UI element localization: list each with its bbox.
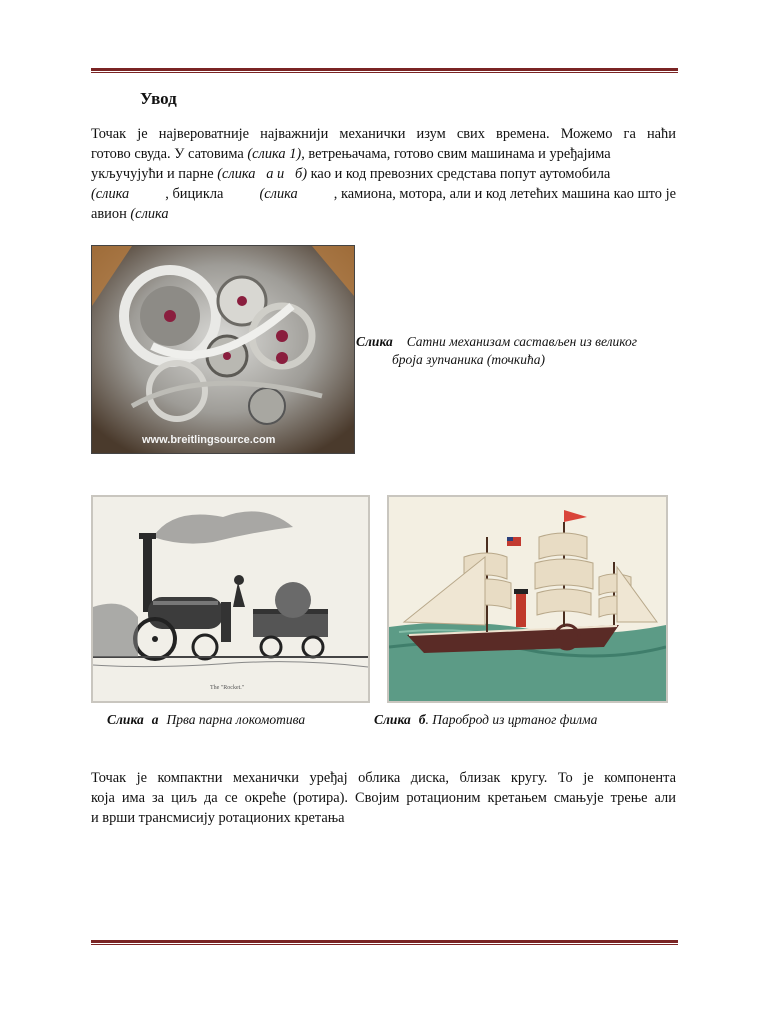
word: Точак [91, 770, 127, 786]
word: трење [610, 790, 648, 806]
word: кретањем [487, 790, 547, 806]
bottom-rule [91, 940, 678, 945]
word: компактни [157, 770, 223, 786]
paragraph-line-4 [91, 184, 676, 204]
text-run: , камиона, мотора, али и код летећих машина као што је [333, 186, 676, 202]
word: компонента [604, 770, 676, 786]
text-run: авион [91, 206, 131, 222]
word: која [91, 790, 115, 806]
steamship-illustration [389, 497, 666, 701]
paragraph-line-3 [91, 808, 676, 828]
word: наћи [646, 126, 676, 142]
caption-letter: а [151, 712, 159, 727]
word: диска, [410, 770, 449, 786]
word: окреће [244, 790, 287, 806]
figure-reference: (слика [259, 186, 298, 202]
intro-paragraph [91, 124, 676, 224]
word: кругу. [510, 770, 548, 786]
word: изум [416, 126, 446, 142]
paragraph-line-5 [91, 204, 676, 224]
word: највероватније [158, 126, 250, 142]
figure-reference: (слика [130, 206, 169, 222]
caption-text: . Пароброд из цртаног филма [425, 712, 598, 727]
paragraph-line-1 [91, 124, 676, 144]
word: за [151, 790, 165, 806]
text-run: као и код превозних средстава попут аутомобила [307, 166, 611, 182]
definition-paragraph [91, 768, 676, 828]
word: Можемо [560, 126, 613, 142]
caption-text: Сатни механизам састављен из великог [406, 334, 638, 349]
paragraph-line-2 [91, 144, 676, 164]
word: свих [456, 126, 485, 142]
section-heading: Увод [140, 89, 177, 108]
figure-reference: (слика 1) [247, 146, 302, 162]
text-run: укључујући и парне [91, 166, 218, 182]
caption-label: Слика [374, 712, 411, 727]
top-rule [91, 68, 678, 73]
paragraph-line-2 [91, 788, 676, 808]
figure-reference: (слика а и б) [217, 166, 308, 182]
watch-mechanism-illustration [92, 246, 354, 453]
word: ротационим [406, 790, 481, 806]
steamship-caption [374, 711, 597, 729]
steamship-image [387, 495, 668, 703]
caption-letter: б [418, 712, 426, 727]
word: Точак [91, 126, 127, 142]
word: се [224, 790, 238, 806]
text-run: готово свуда. У сатовима [91, 146, 248, 162]
word: је [136, 770, 148, 786]
word: али [654, 790, 676, 806]
word: најважнији [260, 126, 329, 142]
caption-label: Слика [107, 712, 144, 727]
word: циљ [171, 790, 197, 806]
word: је [137, 126, 148, 142]
text-run: , ветрењачама, готово свим машинама и уређајима [301, 146, 611, 162]
paragraph-line-1 [91, 768, 676, 788]
word: уређај [309, 770, 348, 786]
watch-watermark: www.breitlingsource.com [142, 434, 276, 446]
word: Својим [355, 790, 400, 806]
word: близак [459, 770, 501, 786]
word: механички [232, 770, 299, 786]
locomotive-caption [107, 711, 305, 729]
word: времена. [496, 126, 550, 142]
word: То [557, 770, 573, 786]
text-run: и врши трансмисију ротационих кретања [91, 810, 345, 826]
figure-reference: (слика [91, 186, 130, 202]
text-run: , бицикла [165, 186, 224, 202]
word: је [583, 770, 594, 786]
word: (ротира). [293, 790, 349, 806]
caption-text: броја зупчаника (точкића) [392, 352, 545, 367]
paragraph-line-3 [91, 164, 676, 184]
word: да [203, 790, 218, 806]
locomotive-illustration [93, 497, 368, 701]
watch-caption [356, 333, 637, 369]
word: смањује [553, 790, 604, 806]
word: механички [339, 126, 406, 142]
word: га [623, 126, 636, 142]
caption-label: Слика [356, 334, 393, 349]
watch-mechanism-image [91, 245, 355, 454]
locomotive-image [91, 495, 370, 703]
word: има [121, 790, 145, 806]
word: облика [358, 770, 401, 786]
locomotive-inscription: The "Rocket." [210, 685, 245, 691]
caption-text: Прва парна локомотива [166, 712, 306, 727]
